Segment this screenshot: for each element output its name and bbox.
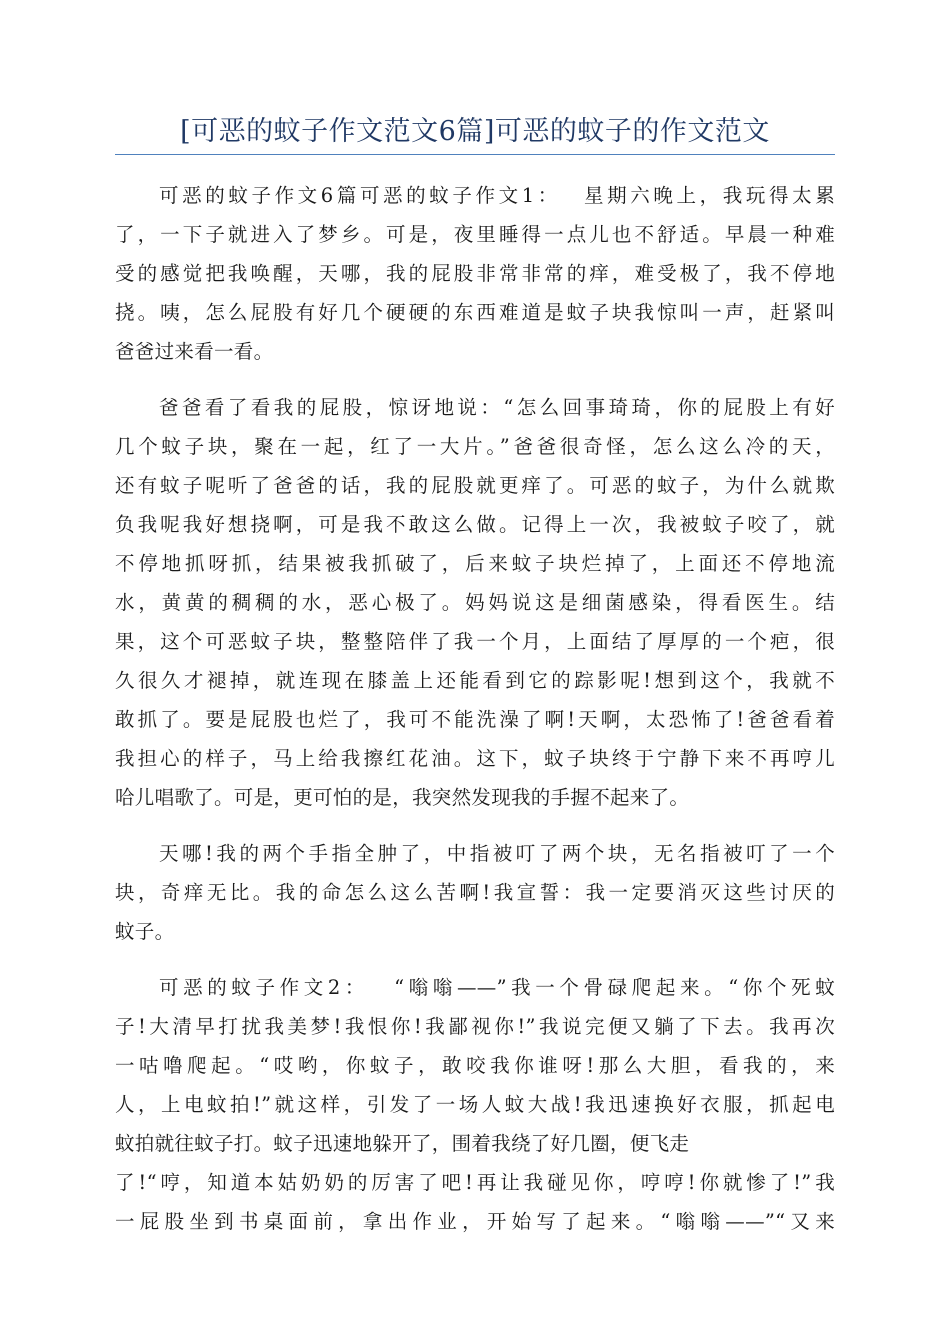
text-line: 块，奇痒无比。我的命怎么这么苦啊!我宣誓：我一定要消灭这些讨厌的 xyxy=(115,881,835,904)
text-line: 可恶的蚊子作文6篇可恶的蚊子作文1： 星期六晚上，我玩得太累 xyxy=(159,184,835,207)
paragraph-3 xyxy=(115,834,835,951)
text-line: 还有蚊子呢听了爸爸的话，我的屁股就更痒了。可恶的蚊子，为什么就欺 xyxy=(115,474,835,497)
text-line: 爸爸过来看一看。 xyxy=(115,340,274,363)
text-line: 我担心的样子，马上给我擦红花油。这下，蚊子块终于宁静下来不再哼儿 xyxy=(115,747,835,770)
text-line: 一咕噜爬起。“哎哟，你蚊子，敢咬我你谁呀!那么大胆，看我的，来 xyxy=(115,1054,835,1077)
text-line: 哈儿唱歌了。可是，更可怕的是，我突然发现我的手握不起来了。 xyxy=(115,786,690,809)
text-line: 负我呢我好想挠啊，可是我不敢这么做。记得上一次，我被蚊子咬了，就 xyxy=(115,513,835,536)
text-line: 果，这个可恶蚊子块，整整陪伴了我一个月，上面结了厚厚的一个疤，很 xyxy=(115,630,835,653)
text-line: 天哪!我的两个手指全肿了，中指被叮了两个块，无名指被叮了一个 xyxy=(159,842,835,865)
paragraph-1 xyxy=(115,176,835,371)
title-underline xyxy=(115,154,835,155)
text-line: 了!“哼，知道本姑奶奶的厉害了吧!再让我碰见你，哼哼!你就惨了!”我 xyxy=(115,1171,835,1194)
text-line: 蚊子。 xyxy=(115,920,175,943)
text-line: 不停地抓呀抓，结果被我抓破了，后来蚊子块烂掉了，上面还不停地流 xyxy=(115,552,835,575)
text-line: 久很久才褪掉，就连现在膝盖上还能看到它的踪影呢!想到这个，我就不 xyxy=(115,669,835,692)
text-line: 受的感觉把我唤醒，天哪，我的屁股非常非常的痒，难受极了，我不停地 xyxy=(115,262,835,285)
paragraph-4 xyxy=(115,968,835,1241)
text-line: 可恶的蚊子作文2： “嗡嗡——”我一个骨碌爬起来。“你个死蚊 xyxy=(159,976,835,999)
document-body xyxy=(115,176,835,1258)
text-line: 爸爸看了看我的屁股，惊讶地说：“怎么回事琦琦，你的屁股上有好 xyxy=(159,396,835,419)
text-line: 敢抓了。要是屁股也烂了，我可不能洗澡了啊!天啊，太恐怖了!爸爸看着 xyxy=(115,708,835,731)
text-line: 挠。咦，怎么屁股有好几个硬硬的东西难道是蚊子块我惊叫一声，赶紧叫 xyxy=(115,301,835,324)
text-line: 了，一下子就进入了梦乡。可是，夜里睡得一点儿也不舒适。早晨一种难 xyxy=(115,223,835,246)
document-title: [可恶的蚊子作文范文6篇]可恶的蚊子的作文范文 xyxy=(180,116,770,147)
text-line: 几个蚊子块，聚在一起，红了一大片。”爸爸很奇怪，怎么这么冷的天， xyxy=(115,435,835,458)
text-line: 蚊拍就往蚊子打。蚊子迅速地躲开了，围着我绕了好几圈，便飞走 xyxy=(115,1132,690,1155)
text-line: 水，黄黄的稠稠的水，恶心极了。妈妈说这是细菌感染，得看医生。结 xyxy=(115,591,835,614)
text-line: 一屁股坐到书桌面前，拿出作业，开始写了起来。“嗡嗡——”“又来 xyxy=(115,1210,835,1233)
text-line: 子!大清早打扰我美梦!我恨你!我鄙视你!”我说完便又躺了下去。我再次 xyxy=(115,1015,835,1038)
text-line: 人，上电蚊拍!”就这样，引发了一场人蚊大战!我迅速换好衣服，抓起电 xyxy=(115,1093,835,1116)
paragraph-2 xyxy=(115,388,835,817)
